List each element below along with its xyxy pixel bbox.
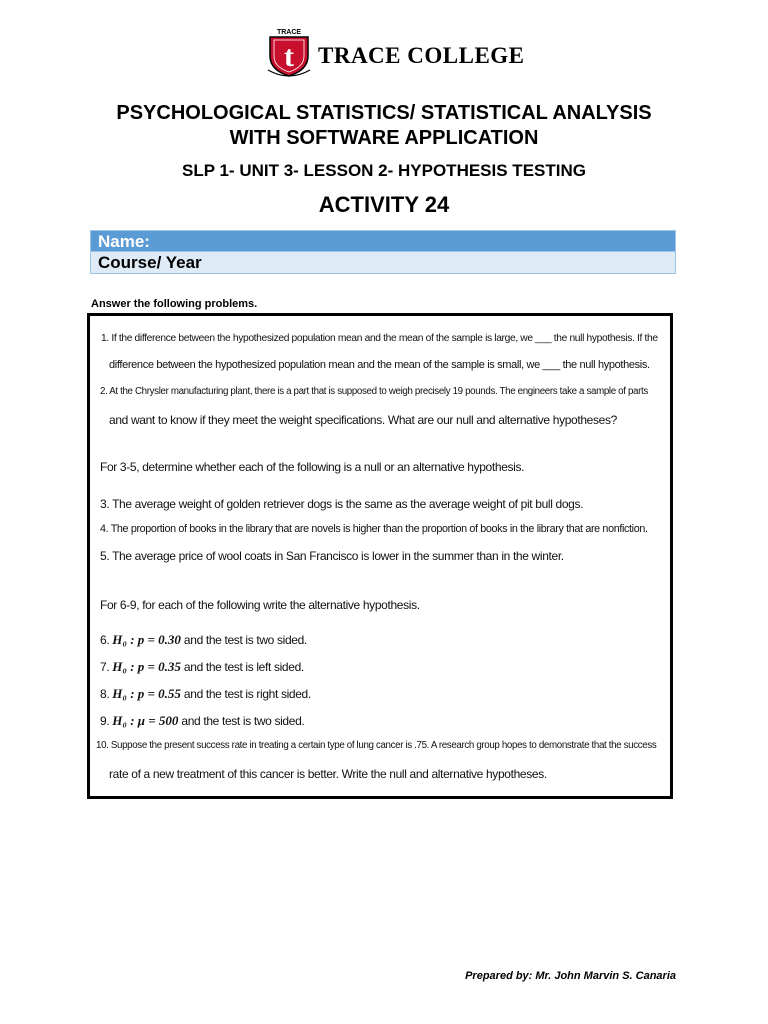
instructions: Answer the following problems. bbox=[91, 298, 258, 310]
svg-text:TRACE: TRACE bbox=[276, 29, 302, 36]
activity-title: ACTIVITY 24 bbox=[318, 192, 450, 217]
problem-8-number: 8. bbox=[100, 687, 110, 701]
college-name: TRACE COLLEGE bbox=[318, 43, 525, 68]
problem-9 bbox=[100, 713, 304, 729]
problem-8-text: and the test is right sided. bbox=[183, 687, 311, 701]
problem-8-hypothesis: H₀ : p = 0.55 bbox=[112, 686, 181, 701]
problem-6-hypothesis: H₀ : p = 0.30 bbox=[112, 632, 181, 647]
course-year-label: Course/ Year bbox=[98, 253, 202, 272]
problem-7-number: 7. bbox=[100, 660, 110, 674]
college-seal-icon bbox=[264, 26, 314, 80]
name-row[interactable] bbox=[90, 230, 676, 252]
group-6-9-intro: For 6-9, for each of the following write the alternative hypothesis. bbox=[100, 598, 420, 612]
problem-5: 5. The average price of wool coats in San Francisco is lower in the summer than in the winter. bbox=[100, 549, 564, 563]
problem-7-text: and the test is left sided. bbox=[183, 660, 304, 674]
problem-box bbox=[87, 313, 673, 799]
problem-2-line1: 2. At the Chrysler manufacturing plant, there is a part that is supposed to weigh precisely 19 pounds. The engineers take a sample of parts bbox=[100, 386, 648, 397]
problem-7-hypothesis: H₀ : p = 0.35 bbox=[112, 659, 181, 674]
problem-9-hypothesis: H₀ : μ = 500 bbox=[112, 713, 179, 728]
student-info-table bbox=[90, 230, 676, 274]
problem-1-line2: difference between the hypothesized population mean and the mean of the sample is small, we ___ the null hypothesis. bbox=[109, 359, 650, 371]
problem-6-number: 6. bbox=[100, 633, 110, 647]
course-title bbox=[0, 101, 768, 151]
prepared-by: Prepared by: Mr. John Marvin S. Canaria bbox=[465, 970, 676, 982]
problem-6-text: and the test is two sided. bbox=[183, 633, 307, 647]
group-3-5-intro: For 3-5, determine whether each of the following is a null or an alternative hypothesis. bbox=[100, 460, 525, 474]
problem-3: 3. The average weight of golden retriever dogs is the same as the average weight of pit bull dogs. bbox=[100, 497, 584, 511]
problem-9-text: and the test is two sided. bbox=[181, 714, 305, 728]
college-logo bbox=[264, 26, 525, 80]
course-title-line2: WITH SOFTWARE APPLICATION bbox=[229, 127, 539, 149]
problem-9-number: 9. bbox=[100, 714, 110, 728]
problem-10-line2: rate of a new treatment of this cancer is better. Write the null and alternative hypotheses. bbox=[109, 767, 547, 781]
lesson-title: SLP 1- UNIT 3- LESSON 2- HYPOTHESIS TESTING bbox=[182, 161, 586, 180]
problem-1-line1: 1. If the difference between the hypothesized population mean and the mean of the sample is large, we ___ the null hypothesis. If the bbox=[101, 333, 658, 344]
course-title-line1: PSYCHOLOGICAL STATISTICS/ STATISTICAL ANALYSIS bbox=[116, 102, 652, 124]
name-label: Name: bbox=[98, 232, 150, 251]
course-year-row[interactable] bbox=[90, 252, 676, 274]
problem-4: 4. The proportion of books in the library that are novels is higher than the proportion of books in the library that are nonfiction. bbox=[100, 523, 648, 535]
problem-8 bbox=[100, 686, 311, 702]
problem-6 bbox=[100, 632, 307, 648]
problem-2-line2: and want to know if they meet the weight specifications. What are our null and alternative hypotheses? bbox=[109, 413, 617, 427]
svg-text:t: t bbox=[284, 40, 294, 73]
problem-7 bbox=[100, 659, 304, 675]
problem-10-line1: 10. Suppose the present success rate in treating a certain type of lung cancer is .75. A research group hopes to demonstrate that the success bbox=[96, 740, 657, 751]
